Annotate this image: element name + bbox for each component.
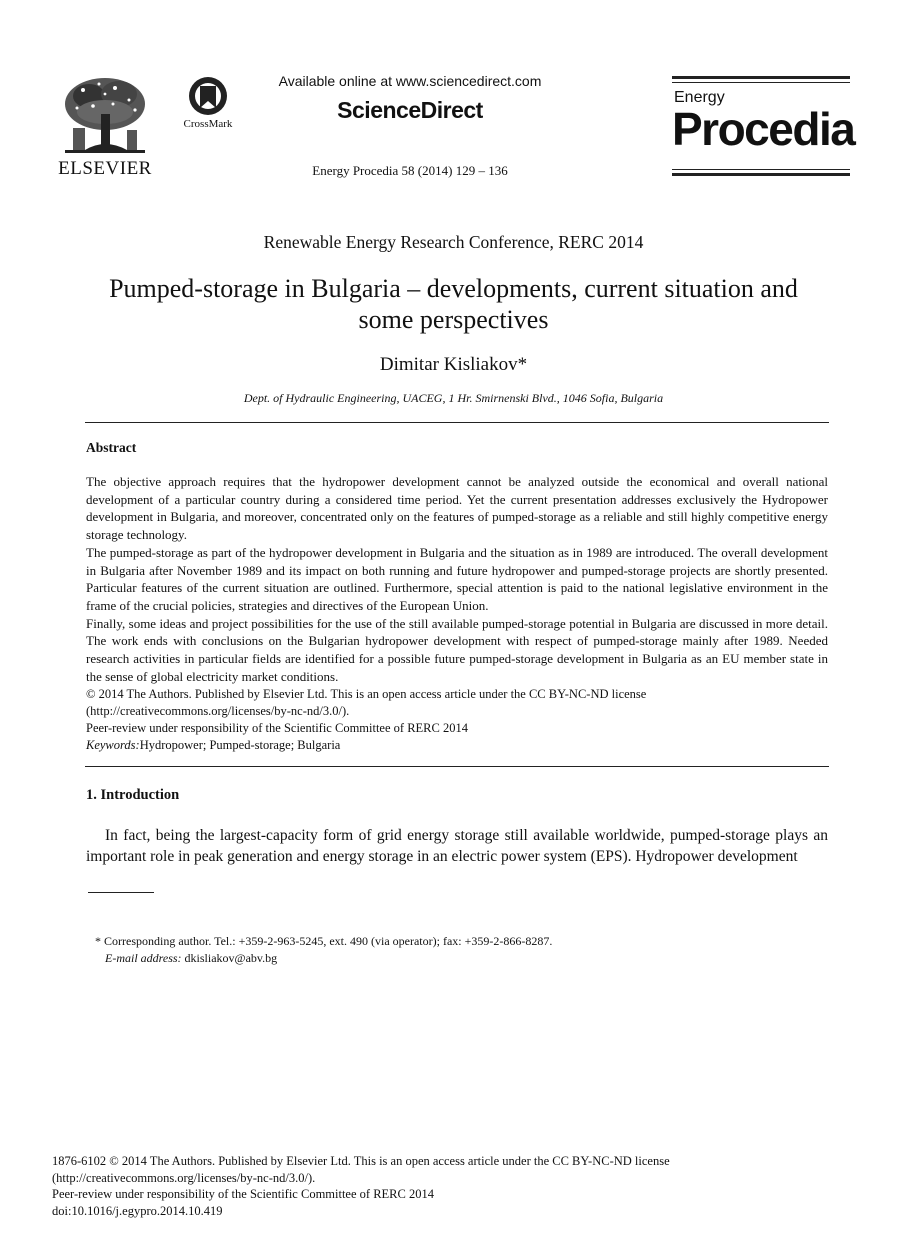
footer-peer-review: Peer-review under responsibility of the Scientific Committee of RERC 2014 (52, 1187, 434, 1201)
abstract-peer-review: Peer-review under responsibility of the Scientific Committee of RERC 2014 (86, 721, 468, 735)
footer-issn-license: 1876-6102 © 2014 The Authors. Published by Elsevier Ltd. This is an open access article under the CC BY-NC-ND license (52, 1154, 670, 1168)
footer-doi[interactable]: doi:10.1016/j.egypro.2014.10.419 (52, 1203, 223, 1218)
paper-title-line-1: Pumped-storage in Bulgaria – developments, current situation and (109, 274, 798, 303)
keywords-list: Hydropower; Pumped-storage; Bulgaria (139, 738, 341, 752)
corresponding-author-email-line (95, 950, 552, 967)
paper-title (80, 273, 827, 335)
journal-name-procedia: Procedia (672, 103, 855, 155)
abstract-bottom-divider (85, 766, 829, 767)
author-affiliation: Dept. of Hydraulic Engineering, UACEG, 1 Hr. Smirnenski Blvd., 1046 Sofia, Bulgaria (243, 391, 664, 405)
abstract-copyright-line-1: © 2014 The Authors. Published by Elsevier Ltd. This is an open access article under the CC BY-NC-ND license (86, 687, 647, 701)
page-footer (52, 1153, 752, 1219)
crossmark-icon (178, 76, 238, 118)
conference-name: Renewable Energy Research Conference, RERC 2014 (263, 232, 644, 252)
author-name: Dimitar Kisliakov* (379, 354, 528, 375)
abstract-body (86, 473, 828, 685)
paper-title-line-2: some perspectives (358, 305, 549, 334)
section-heading-introduction: 1. Introduction (86, 787, 180, 803)
elsevier-logo (55, 72, 155, 180)
abstract-paragraph-3: Finally, some ideas and project possibilities for the use of the still available pumped-storage potential in Bulgaria are discussed in more detail. The work ends with conclusions on the Bulgarian hydropower development with respect of pumped-storage mainly after 1989. Needed research activities in particular fields are identified for a possible future pumped-storage development in Bulgaria as an EU member state in the sense of global electricity market conditions. (86, 615, 828, 684)
masthead-rule-bottom (672, 173, 850, 176)
abstract-paragraph-2: The pumped-storage as part of the hydropower development in Bulgaria and the situation as in 1989 are introduced. The overall development in Bulgaria after November 1989 and its impact on both running and future hydropower and pumped-storage projects are shortly presented. Particular features of the current situation are outlined. Furthermore, special attention is paid to the national legislative environment in the frame of the crucial policies, strategies and directives of the European Union. (86, 544, 828, 613)
journal-name-energy: Energy (674, 89, 725, 106)
energy-procedia-logo (672, 76, 855, 176)
abstract-license-link[interactable]: (http://creativecommons.org/licenses/by-nc-nd/3.0/). (86, 704, 350, 718)
corresponding-author-footnote (95, 933, 552, 966)
keywords-line (86, 737, 828, 754)
sciencedirect-wordmark: ScienceDirect (337, 97, 483, 123)
available-online-text[interactable]: Available online at www.sciencedirect.com (278, 73, 542, 89)
introduction-paragraph: In fact, being the largest-capacity form of grid energy storage still available worldwide, pumped-storage plays an important role in peak generation and energy storage in an electric power system (EPS). Hydropower development (86, 827, 828, 865)
email-label: E-mail address: (105, 950, 182, 965)
crossmark-badge[interactable] (178, 76, 238, 134)
elsevier-tree-icon (55, 72, 155, 158)
abstract-heading: Abstract (86, 440, 137, 455)
crossmark-label: CrossMark (183, 118, 233, 130)
masthead-rule-top-thin (672, 82, 850, 83)
journal-citation: Energy Procedia 58 (2014) 129 – 136 (312, 163, 508, 178)
email-address[interactable]: dkisliakov@abv.bg (184, 950, 278, 965)
elsevier-wordmark: ELSEVIER (58, 158, 152, 179)
keywords-label: Keywords: (86, 738, 140, 752)
abstract-top-divider (85, 422, 829, 423)
masthead-rule-top (672, 76, 850, 79)
corresponding-author-contact: * Corresponding author. Tel.: +359-2-963-5245, ext. 490 (via operator); fax: +359-2-866-8287. (95, 934, 553, 948)
footer-license-link[interactable]: (http://creativecommons.org/licenses/by-nc-nd/3.0/). (52, 1170, 316, 1185)
footnote-rule (88, 892, 154, 893)
masthead-rule-bottom-thin (672, 169, 850, 170)
abstract-paragraph-1: The objective approach requires that the hydropower development cannot be analyzed outside the economical and overall national development of a particular country during a considered time period. Yet the current presentation addresses exclusively the Hydropower development in Bulgaria, and moreover, concentrated only on the features of pumped-storage as a reliable and still highly competitive energy storage technology. (86, 474, 828, 543)
